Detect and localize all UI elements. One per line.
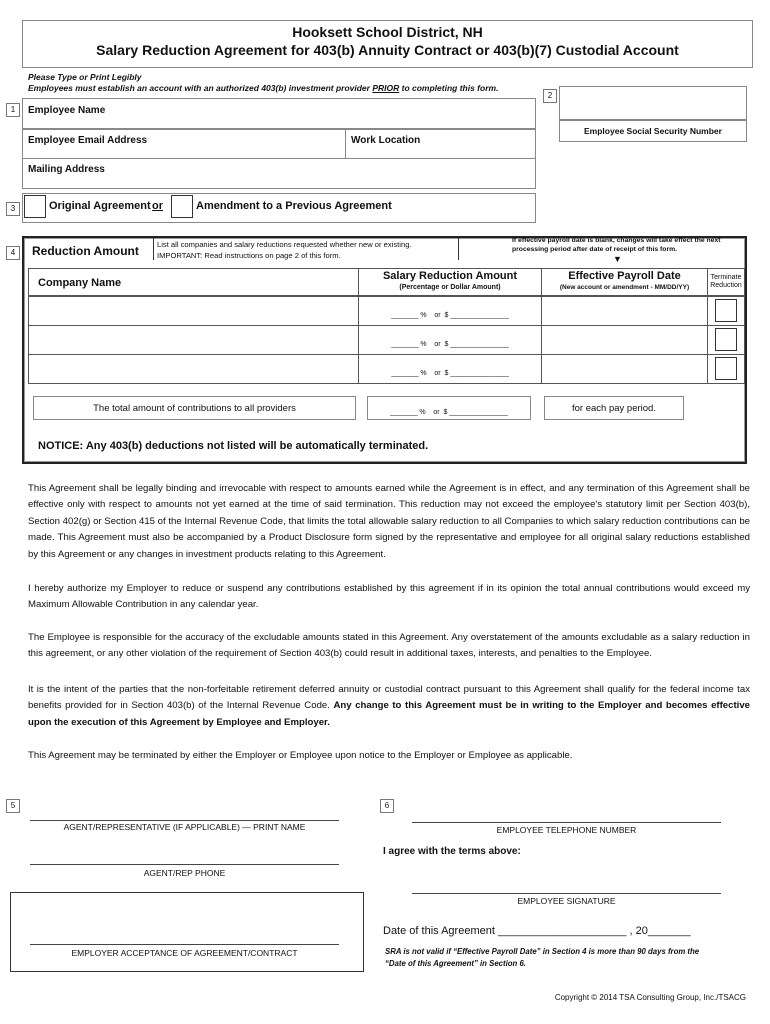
salary-amount-field-3[interactable] bbox=[358, 354, 542, 384]
payroll-date-header-label: Effective Payroll Date bbox=[568, 270, 681, 282]
intro-line-2 bbox=[28, 83, 498, 93]
agreement-paragraph-3: The Employee is responsible for the accuracy of the excludable amounts stated in this Agreement. Any overstatement of the amounts excludable as a salary reduction in this agreement, or any other violation of the requirement of Section 403(b) could result in additional taxes, interests, and penalties to the Employee. bbox=[28, 632, 750, 660]
intro-line-1: Please Type or Print Legibly bbox=[28, 72, 142, 82]
company-name-field-3[interactable] bbox=[28, 354, 359, 384]
payroll-date-subheader: (New account or amendment - MM/DD/YY) bbox=[559, 284, 690, 291]
salary-amount-field-1[interactable] bbox=[358, 296, 542, 326]
sra-note-line-2: “Date of this Agreement” in Section 6. bbox=[385, 959, 526, 968]
employee-name-label: Employee Name bbox=[28, 105, 106, 116]
instruction-note-2: IMPORTANT: Read instructions on page 2 of this form. bbox=[157, 251, 341, 260]
agreement-paragraph-4 bbox=[28, 682, 750, 731]
amendment-checkbox[interactable] bbox=[171, 195, 193, 218]
salary-amount-blank-1: _______ % or $ _______________ bbox=[391, 312, 509, 319]
paragraph-4-normal: It is the intent of the parties that the non-forfeitable retirement deferred annuity or custodial contract pursuant to this Agreement shall qualify for the federal income tax benefits provided for in Section 403(b) of the Internal Revenue Code. bbox=[28, 684, 750, 712]
section-6-number: 6 bbox=[380, 799, 394, 813]
per-period-label: for each pay period. bbox=[572, 403, 656, 414]
form-title: Salary Reduction Agreement for 403(b) Annuity Contract or 403(b)(7) Custodial Account bbox=[96, 42, 679, 58]
amendment-label: Amendment to a Previous Agreement bbox=[196, 200, 392, 212]
total-amount-field[interactable] bbox=[367, 396, 531, 420]
ssn-field[interactable] bbox=[559, 86, 747, 120]
employer-acceptance-caption: EMPLOYER ACCEPTANCE OF AGREEMENT/CONTRACT bbox=[71, 948, 298, 958]
agreement-paragraph-1: This Agreement shall be legally binding and irrevocable with respect to amounts earned while the Agreement is in effect, and any termination of this Agreement shall be effective only with respect to amounts not yet earned at the time of said termination. This reduction may not exceed the employee's statutory limit per Section 403(b), Section 402(g) or Section 415 of the Internal Revenue Code, that limits the total allowable salary reduction to all Companies to which salary reduction contributions can be made. This Agreement must also be accompanied by a Product Disclosure form signed by the representative and employee for all original salary reductions established by this Agreement or any changes in investment products relating to this Agreement. bbox=[28, 483, 750, 560]
total-label: The total amount of contributions to all providers bbox=[93, 403, 296, 414]
total-amount-blank: _______ % or $ _______________ bbox=[390, 409, 508, 416]
company-name-field-2[interactable] bbox=[28, 325, 359, 355]
employer-acceptance-line[interactable] bbox=[30, 944, 339, 945]
terminate-header-label-2: Reduction bbox=[710, 282, 742, 289]
agreement-date-field[interactable]: Date of this Agreement _____________________ , 20_______ bbox=[383, 925, 691, 937]
salary-amount-field-2[interactable] bbox=[358, 325, 542, 355]
paragraph-4-bold: Any change to this Agreement must be in writing to the Employer and becomes effective upon the execution of this Agreement by Employee and Employer. bbox=[28, 700, 750, 728]
terminate-checkbox-1[interactable] bbox=[715, 299, 737, 322]
payroll-date-note: If effective payroll date is blank, changes will take effect the next processing period after date of receipt of this form. bbox=[512, 237, 721, 253]
company-name-header-label: Company Name bbox=[38, 277, 122, 289]
agent-phone-line[interactable] bbox=[30, 864, 339, 865]
employee-email-label: Employee Email Address bbox=[28, 135, 148, 146]
employer-acceptance-box bbox=[10, 892, 364, 972]
section-5-number: 5 bbox=[6, 799, 20, 813]
mailing-address-label: Mailing Address bbox=[28, 164, 105, 175]
payroll-date-field-1[interactable] bbox=[541, 296, 708, 326]
intro-line-2-post: to completing this form. bbox=[399, 83, 499, 93]
original-agreement-label: Original Agreement bbox=[49, 200, 151, 212]
arrow-down-icon: ▼ bbox=[613, 254, 622, 264]
agreement-paragraph-5: This Agreement may be terminated by either the Employer or Employee upon notice to the Employer or Employee as applicable. bbox=[28, 750, 573, 761]
agree-terms-label: I agree with the terms above: bbox=[383, 846, 521, 857]
work-location-label: Work Location bbox=[351, 135, 421, 146]
payroll-date-field-3[interactable] bbox=[541, 354, 708, 384]
salary-reduction-subheader: (Percentage or Dollar Amount) bbox=[399, 284, 501, 291]
or-label: or bbox=[152, 200, 163, 212]
instruction-note-1: List all companies and salary reductions requested whether new or existing. bbox=[157, 240, 412, 249]
original-agreement-checkbox[interactable] bbox=[24, 195, 46, 218]
reduction-amount-title: Reduction Amount bbox=[32, 244, 139, 258]
intro-prior: PRIOR bbox=[372, 83, 400, 93]
notice-text: NOTICE: Any 403(b) deductions not listed will be automatically terminated. bbox=[38, 440, 429, 452]
employee-signature-line[interactable] bbox=[412, 893, 721, 894]
agent-phone-caption: AGENT/REP PHONE bbox=[143, 868, 226, 878]
intro-line-2-pre: Employees must establish an account with an authorized 403(b) investment provider bbox=[28, 83, 373, 93]
agent-name-caption: AGENT/REPRESENTATIVE (IF APPLICABLE) — PRINT NAME bbox=[63, 822, 306, 832]
section-3-number: 3 bbox=[6, 202, 20, 216]
company-name-field-1[interactable] bbox=[28, 296, 359, 326]
ssn-label: Employee Social Security Number bbox=[584, 126, 722, 136]
salary-amount-blank-3: _______ % or $ _______________ bbox=[391, 370, 509, 377]
sra-note-line-1: SRA is not valid if “Effective Payroll Date” in Section 4 is more than 90 days from the bbox=[385, 947, 700, 956]
salary-reduction-header-label: Salary Reduction Amount bbox=[382, 270, 518, 282]
agreement-paragraph-2: I hereby authorize my Employer to reduce or suspend any contributions established by this agreement if in its opinion the total annual contributions would exceed my Maximum Allowable Contribution in any calendar year. bbox=[28, 583, 750, 611]
section-2-number: 2 bbox=[543, 89, 557, 103]
employee-phone-line[interactable] bbox=[412, 822, 721, 823]
employee-phone-caption: EMPLOYEE TELEPHONE NUMBER bbox=[496, 825, 637, 835]
payroll-date-field-2[interactable] bbox=[541, 325, 708, 355]
copyright: Copyright © 2014 TSA Consulting Group, Inc./TSACG bbox=[554, 993, 746, 1002]
salary-amount-blank-2: _______ % or $ _______________ bbox=[391, 341, 509, 348]
agent-name-line[interactable] bbox=[30, 820, 339, 821]
terminate-header-label-1: Terminate bbox=[710, 274, 742, 281]
section-4-number: 4 bbox=[6, 246, 20, 260]
section-1-number: 1 bbox=[6, 103, 20, 117]
employee-signature-caption: EMPLOYEE SIGNATURE bbox=[517, 896, 616, 906]
terminate-checkbox-3[interactable] bbox=[715, 357, 737, 380]
district-title: Hooksett School District, NH bbox=[292, 24, 483, 40]
terminate-checkbox-2[interactable] bbox=[715, 328, 737, 351]
